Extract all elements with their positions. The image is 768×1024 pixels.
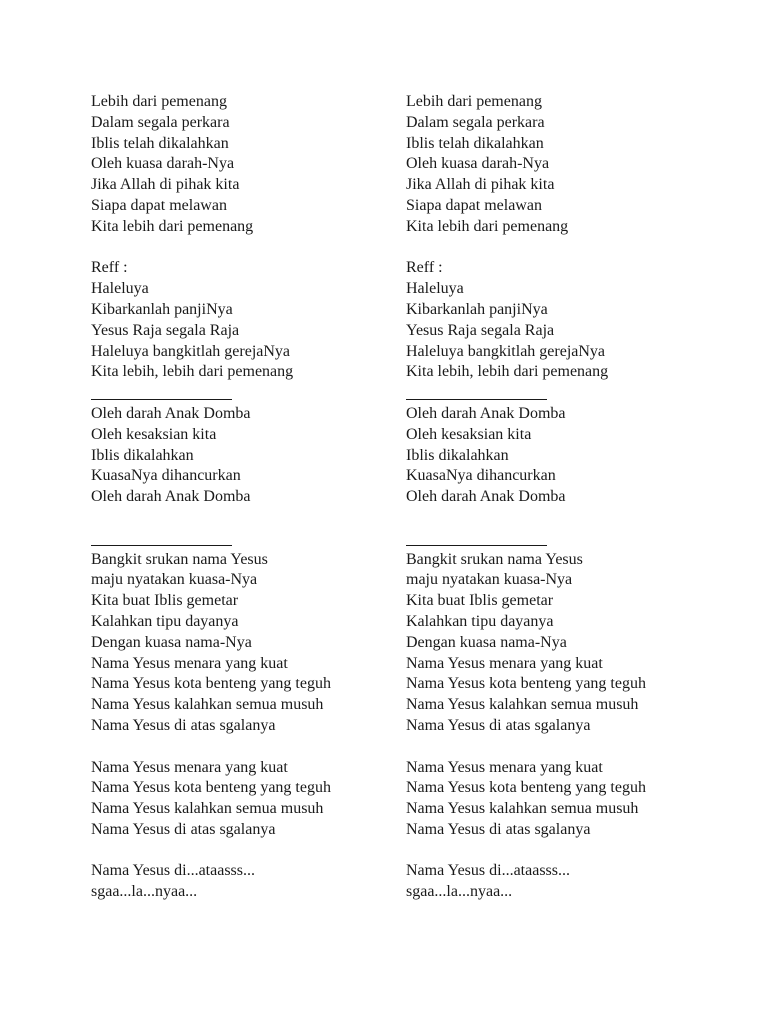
stanza-gap xyxy=(406,737,736,758)
lyric-line: Nama Yesus kalahkan semua musuh xyxy=(91,800,324,818)
verse-1 xyxy=(91,92,421,238)
verse-1 xyxy=(406,92,736,238)
reff-label: Reff : xyxy=(91,259,128,277)
stanza-gap xyxy=(91,508,421,529)
lyric-line: Nama Yesus menara yang kuat xyxy=(406,654,603,672)
lyric-line: Haleluya xyxy=(91,280,149,298)
lyric-line: Kita buat Iblis gemetar xyxy=(406,592,554,610)
lyric-line: Kalahkan tipu dayanya xyxy=(91,612,239,630)
lyric-line: Iblis telah dikalahkan xyxy=(91,134,229,152)
lyrics-column-left xyxy=(91,92,421,903)
lyric-line: Nama Yesus kota benteng yang teguh xyxy=(91,779,331,797)
lyric-line: Nama Yesus kota benteng yang teguh xyxy=(406,675,646,693)
verse-4 xyxy=(406,758,736,841)
lyric-line: Jika Allah di pihak kita xyxy=(406,176,555,194)
lyric-line: Bangkit srukan nama Yesus xyxy=(406,550,583,568)
separator-rule xyxy=(91,529,421,550)
lyric-line: Iblis dikalahkan xyxy=(406,446,509,464)
reff-label: Reff : xyxy=(406,259,443,277)
separator-rule xyxy=(406,383,736,404)
lyric-line: Kita lebih, lebih dari pemenang xyxy=(91,363,294,381)
lyric-line: sgaa...la...nyaa... xyxy=(91,883,198,901)
verse-3 xyxy=(406,550,736,737)
lyric-line: Yesus Raja segala Raja xyxy=(406,321,555,339)
lyric-line: Nama Yesus kota benteng yang teguh xyxy=(91,675,331,693)
stanza-gap xyxy=(91,841,421,862)
lyric-line: Bangkit srukan nama Yesus xyxy=(91,550,268,568)
verse-2 xyxy=(406,404,736,508)
lyric-line: Kita lebih dari pemenang xyxy=(406,217,569,235)
lyric-line: Kita lebih, lebih dari pemenang xyxy=(406,363,609,381)
verse-4 xyxy=(91,758,421,841)
lyric-line: Iblis dikalahkan xyxy=(91,446,194,464)
lyric-line: Oleh darah Anak Domba xyxy=(91,404,251,422)
verse-2 xyxy=(91,404,421,508)
lyric-line: Haleluya bangkitlah gerejaNya xyxy=(91,342,291,360)
lyric-line: Siapa dapat melawan xyxy=(406,196,542,214)
lyric-line: Siapa dapat melawan xyxy=(91,196,227,214)
lyric-line: Oleh darah Anak Domba xyxy=(91,488,251,506)
lyric-line: KuasaNya dihancurkan xyxy=(406,467,556,485)
stanza-gap xyxy=(406,841,736,862)
lyric-line: Nama Yesus di atas sgalanya xyxy=(91,716,276,734)
stanza-gap xyxy=(91,238,421,259)
lyric-line: Kita buat Iblis gemetar xyxy=(91,592,239,610)
reff xyxy=(91,258,421,383)
lyric-line: Jika Allah di pihak kita xyxy=(91,176,240,194)
lyric-line: Kibarkanlah panjiNya xyxy=(406,300,548,318)
lyric-line: KuasaNya dihancurkan xyxy=(91,467,241,485)
lyric-line: Nama Yesus di...ataasss... xyxy=(406,862,570,880)
lyric-line: Haleluya xyxy=(406,280,464,298)
lyric-line: maju nyatakan kuasa-Nya xyxy=(91,571,258,589)
lyric-line: Nama Yesus di atas sgalanya xyxy=(406,820,591,838)
lyric-line: Nama Yesus di atas sgalanya xyxy=(406,716,591,734)
lyric-line: Dengan kuasa nama-Nya xyxy=(406,633,567,651)
stanza-gap xyxy=(406,238,736,259)
lyric-line: Nama Yesus kota benteng yang teguh xyxy=(406,779,646,797)
stanza-gap xyxy=(91,737,421,758)
lyric-line: sgaa...la...nyaa... xyxy=(406,883,513,901)
lyric-line: Yesus Raja segala Raja xyxy=(91,321,240,339)
lyric-line: Oleh darah Anak Domba xyxy=(406,488,566,506)
separator-rule xyxy=(406,529,736,550)
lyric-line: Lebih dari pemenang xyxy=(406,93,542,110)
lyric-line: Kita lebih dari pemenang xyxy=(91,217,254,235)
lyric-line: Dalam segala perkara xyxy=(91,113,230,131)
lyric-line: Oleh kesaksian kita xyxy=(91,425,217,443)
lyric-line: Oleh darah Anak Domba xyxy=(406,404,566,422)
lyric-line: Dengan kuasa nama-Nya xyxy=(91,633,252,651)
verse-3 xyxy=(91,550,421,737)
lyric-line: Iblis telah dikalahkan xyxy=(406,134,544,152)
lyric-line: Lebih dari pemenang xyxy=(91,93,227,110)
ending xyxy=(91,861,421,903)
separator-rule xyxy=(91,383,421,404)
lyric-line: Nama Yesus kalahkan semua musuh xyxy=(406,800,639,818)
lyric-line: Nama Yesus menara yang kuat xyxy=(91,758,288,776)
reff xyxy=(406,258,736,383)
lyrics-column-right xyxy=(406,92,736,903)
ending xyxy=(406,861,736,903)
stanza-gap xyxy=(406,508,736,529)
lyric-line: maju nyatakan kuasa-Nya xyxy=(406,571,573,589)
lyric-line: Dalam segala perkara xyxy=(406,113,545,131)
lyric-line: Nama Yesus menara yang kuat xyxy=(91,654,288,672)
lyric-line: Kibarkanlah panjiNya xyxy=(91,300,233,318)
lyric-line: Haleluya bangkitlah gerejaNya xyxy=(406,342,606,360)
lyric-line: Oleh kuasa darah-Nya xyxy=(406,155,550,173)
lyric-line: Kalahkan tipu dayanya xyxy=(406,612,554,630)
lyric-line: Nama Yesus menara yang kuat xyxy=(406,758,603,776)
lyric-line: Nama Yesus di atas sgalanya xyxy=(91,820,276,838)
lyric-line: Oleh kuasa darah-Nya xyxy=(91,155,235,173)
lyric-line: Nama Yesus di...ataasss... xyxy=(91,862,255,880)
lyric-line: Oleh kesaksian kita xyxy=(406,425,532,443)
lyric-line: Nama Yesus kalahkan semua musuh xyxy=(91,696,324,714)
lyric-line: Nama Yesus kalahkan semua musuh xyxy=(406,696,639,714)
